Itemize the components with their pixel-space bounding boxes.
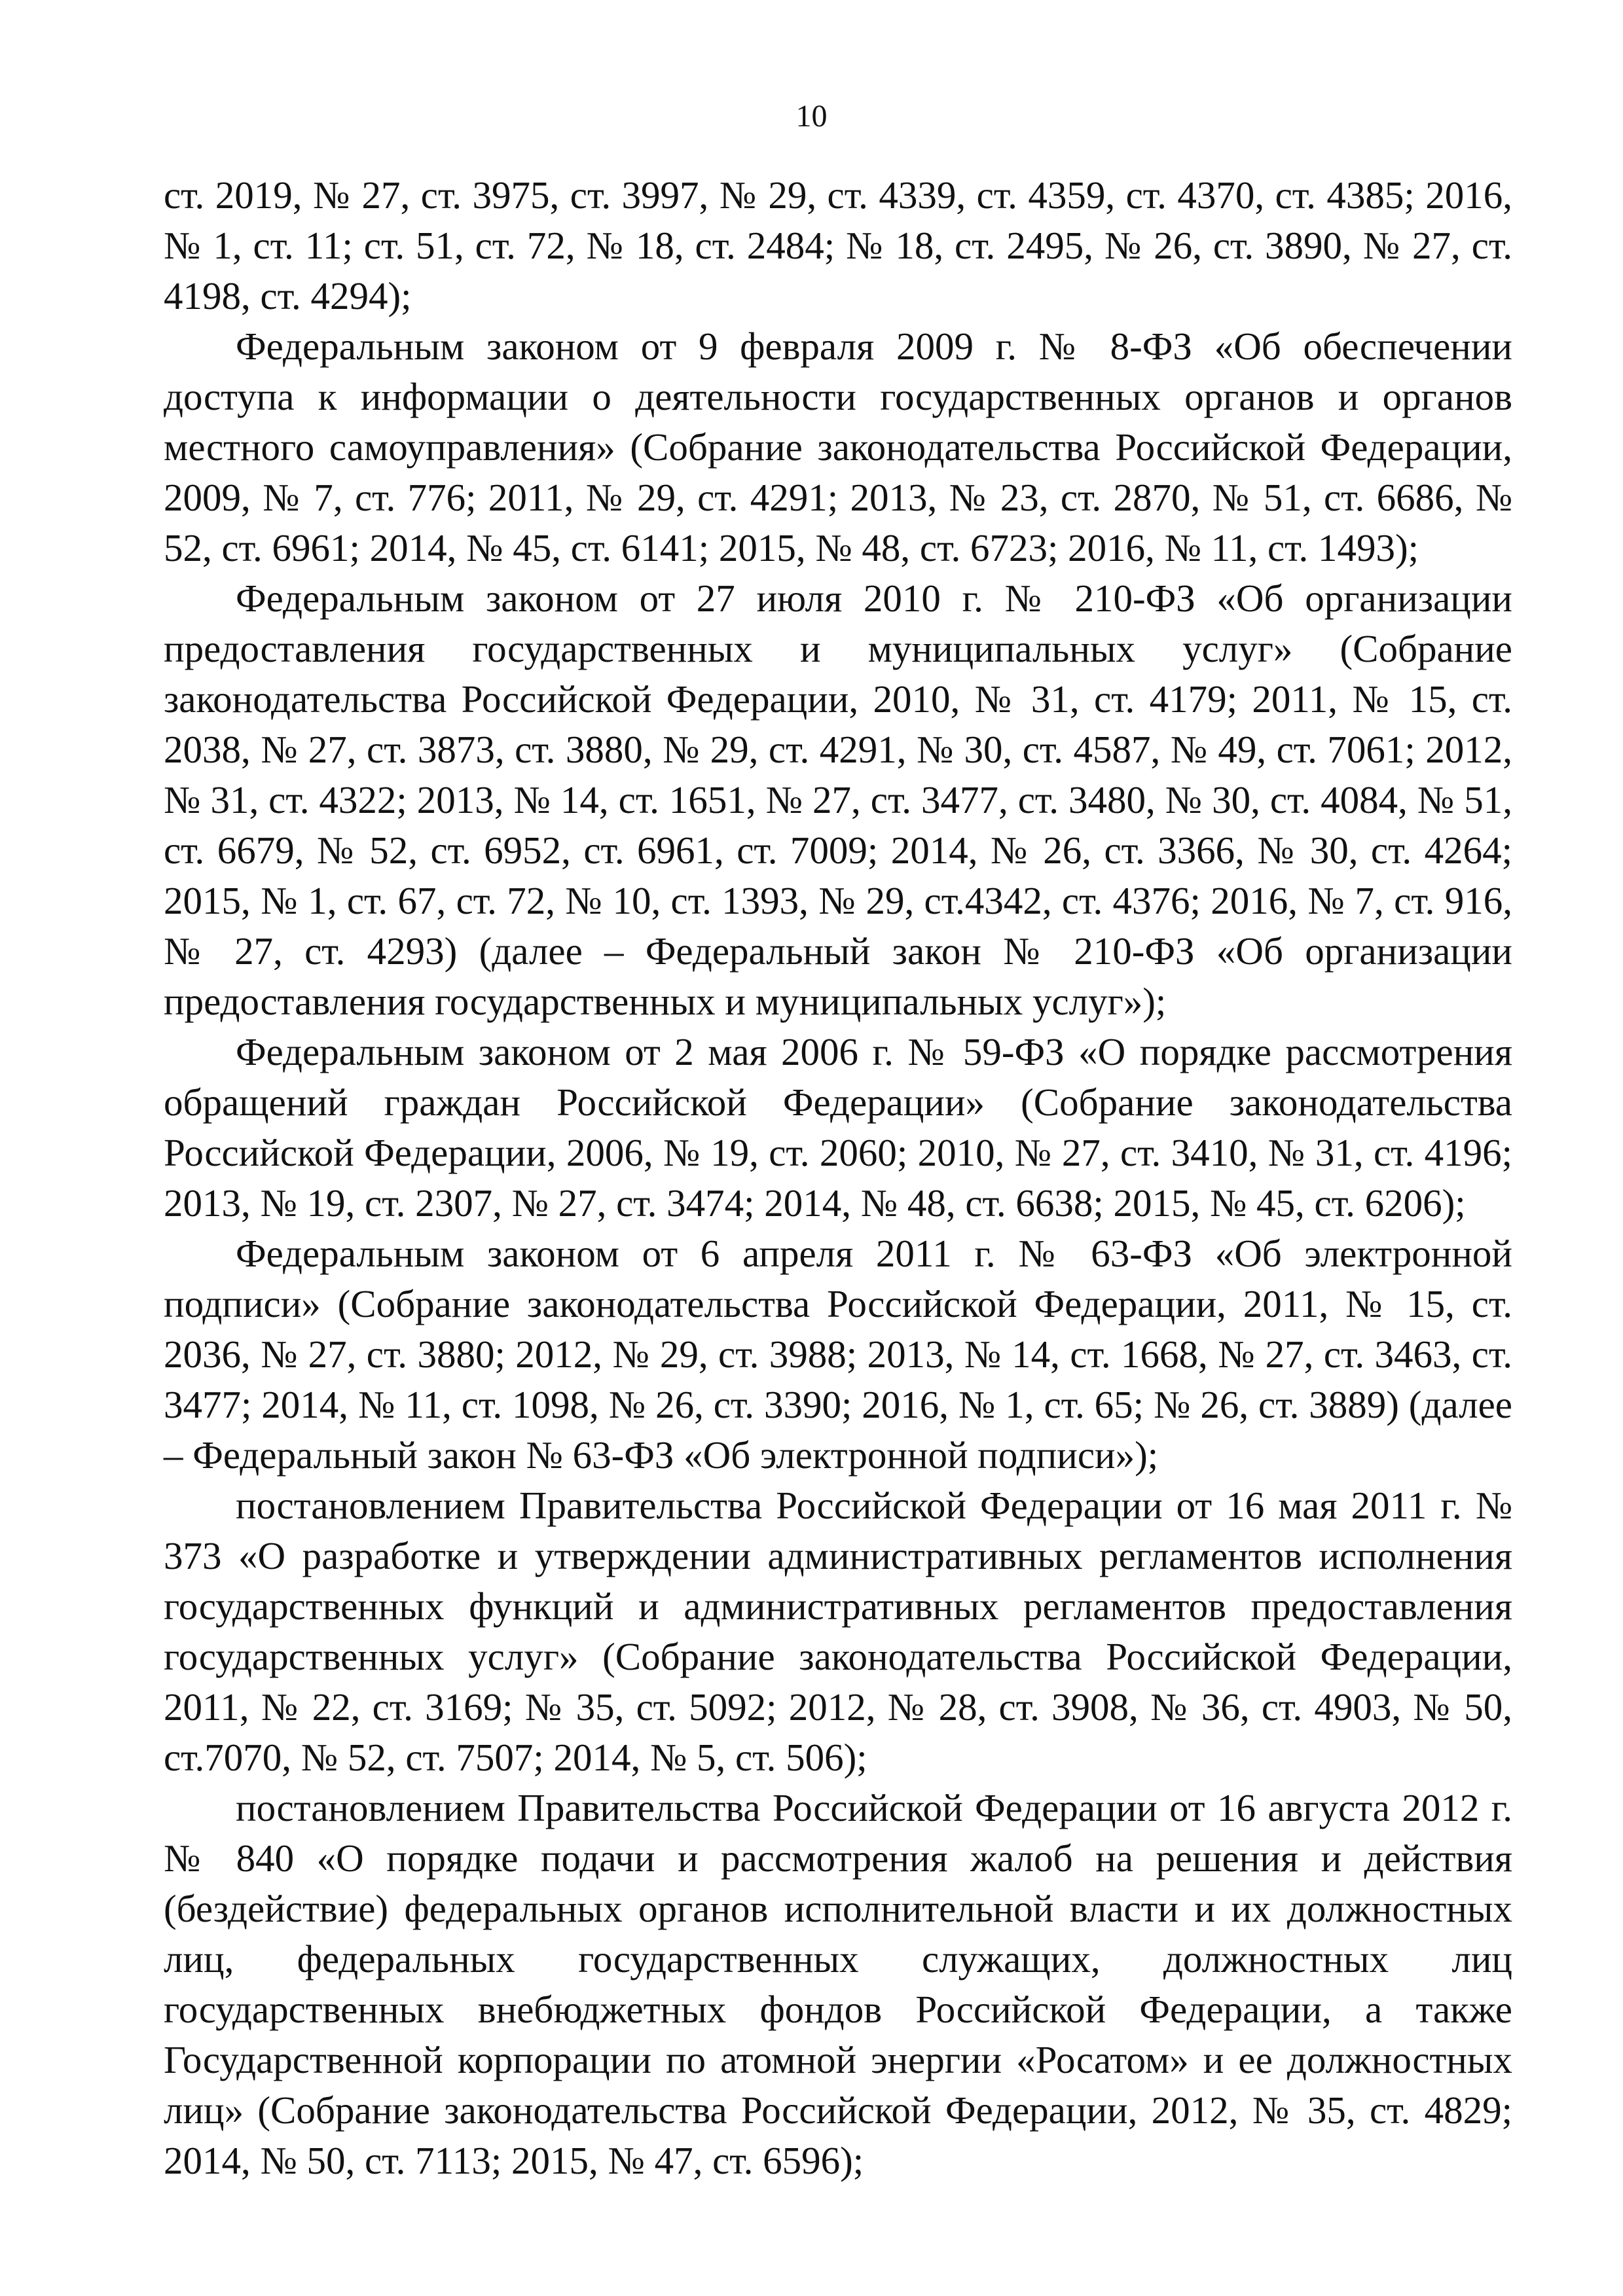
page-number: 10 xyxy=(795,99,828,134)
paragraph-resolution-840: постановлением Правительства Российской Федерации от 16 августа 2012 г. № 840 «О порядке подачи и рассмотрения жалоб на решения и действия (бездействие) федеральных органов исполнительной власти и их должностных лиц, федеральных государственных служащих, должностных лиц государственных внебюджетных фондов Российской Федерации, а также Государственной корпорации по атомной энергии «Росатом» и ее должностных лиц» (Собрание законодательства Российской Федерации, 2012, № 35, ст. 4829; 2014, № 50, ст. 7113; 2015, № 47, ст. 6596); xyxy=(164,1786,1512,2182)
paragraph-law-8-fz: Федеральным законом от 9 февраля 2009 г. № 8-ФЗ «Об обеспечении доступа к информации о деятельности государственных органов и органов местного самоуправления» (Собрание законодательства Российской Федерации, 2009, № 7, ст. 776; 2011, № 29, ст. 4291; 2013, № 23, ст. 2870, № 51, ст. 6686, № 52, ст. 6961; 2014, № 45, ст. 6141; 2015, № 48, ст. 6723; 2016, № 11, ст. 1493); xyxy=(164,325,1512,569)
paragraph-continuation: ст. 2019, № 27, ст. 3975, ст. 3997, № 29, ст. 4339, ст. 4359, ст. 4370, ст. 4385; 2016, № 1, ст. 11; ст. 51, ст. 72, № 18, ст. 2484; № 18, ст. 2495, № 26, ст. 3890, № 27, ст. 4198, ст. 4294); xyxy=(164,173,1512,317)
paragraph-resolution-373: постановлением Правительства Российской Федерации от 16 мая 2011 г. № 373 «О разработке и утверждении административных регламентов исполнения государственных функций и административных регламентов предоставления государственных услуг» (Собрание законодательства Российской Федерации, 2011, № 22, ст. 3169; № 35, ст. 5092; 2012, № 28, ст. 3908, № 36, ст. 4903, № 50, ст.7070, № 52, ст. 7507; 2014, № 5, ст. 506); xyxy=(164,1484,1512,1779)
document-body xyxy=(164,170,1512,2186)
paragraph-law-59-fz: Федеральным законом от 2 мая 2006 г. № 59-ФЗ «О порядке рассмотрения обращений граждан Российской Федерации» (Собрание законодательства Российской Федерации, 2006, № 19, ст. 2060; 2010, № 27, ст. 3410, № 31, ст. 4196; 2013, № 19, ст. 2307, № 27, ст. 3474; 2014, № 48, ст. 6638; 2015, № 45, ст. 6206); xyxy=(164,1030,1512,1225)
paragraph-law-210-fz: Федеральным законом от 27 июля 2010 г. № 210-ФЗ «Об организации предоставления государственных и муниципальных услуг» (Собрание законодательства Российской Федерации, 2010, № 31, ст. 4179; 2011, № 15, ст. 2038, № 27, ст. 3873, ст. 3880, № 29, ст. 4291, № 30, ст. 4587, № 49, ст. 7061; 2012, № 31, ст. 4322; 2013, № 14, ст. 1651, № 27, ст. 3477, ст. 3480, № 30, ст. 4084, № 51, ст. 6679, № 52, ст. 6952, ст. 6961, ст. 7009; 2014, № 26, ст. 3366, № 30, ст. 4264; 2015, № 1, ст. 67, ст. 72, № 10, ст. 1393, № 29, ст.4342, ст. 4376; 2016, № 7, ст. 916, № 27, ст. 4293) (далее – Федеральный закон № 210-ФЗ «Об организации предоставления государственных и муниципальных услуг»); xyxy=(164,577,1512,1023)
paragraph-law-63-fz: Федеральным законом от 6 апреля 2011 г. № 63-ФЗ «Об электронной подписи» (Собрание законодательства Российской Федерации, 2011, № 15, ст. 2036, № 27, ст. 3880; 2012, № 29, ст. 3988; 2013, № 14, ст. 1668, № 27, ст. 3463, ст. 3477; 2014, № 11, ст. 1098, № 26, ст. 3390; 2016, № 1, ст. 65; № 26, ст. 3889) (далее – Федеральный закон № 63-ФЗ «Об электронной подписи»); xyxy=(164,1232,1512,1477)
